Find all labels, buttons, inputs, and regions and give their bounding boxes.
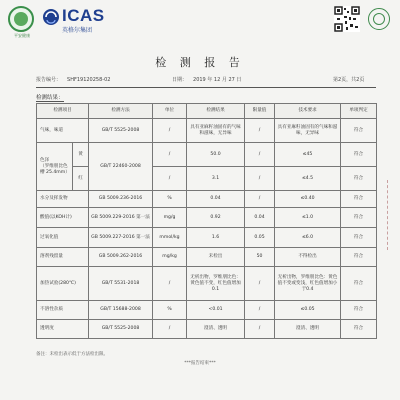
- cell: ≤6.0: [275, 228, 341, 248]
- report-date: 日期： 2019 年 12 月 27 日: [172, 77, 242, 83]
- cell: /: [153, 119, 187, 143]
- cell: 0.92: [187, 208, 245, 228]
- column-header: 检测项目: [37, 104, 89, 119]
- table-row: [37, 119, 377, 143]
- cell: /: [153, 320, 187, 339]
- cell: 过氧化值: [37, 228, 89, 248]
- results-table: [36, 103, 377, 339]
- cell: 水分及挥发物: [37, 191, 89, 208]
- cell: 无析出物，罗维朋比色：黄色值不变或变浅，红色值增加小于0.4: [275, 267, 341, 301]
- table-row: [37, 167, 377, 191]
- cell: ≤0.05: [275, 301, 341, 320]
- table-row: [37, 267, 377, 301]
- cell: 无析出物，罗维朋比色：黄色值不变，红色值增加0.1: [187, 267, 245, 301]
- cell: 符合: [341, 248, 377, 267]
- approval-mark-icon: [368, 8, 390, 30]
- cell: /: [245, 191, 275, 208]
- cell: 不得检出: [275, 248, 341, 267]
- cell: 澄清、透明: [187, 320, 245, 339]
- column-header: 单项判定: [341, 104, 377, 119]
- cell: mg/g: [153, 208, 187, 228]
- column-header: 检测方法: [89, 104, 153, 119]
- cell: GB 5009.229-2016 第一法: [89, 208, 153, 228]
- cell: GB/T 22460-2008: [89, 143, 153, 191]
- table-row: [37, 301, 377, 320]
- cell: 黄: [73, 143, 89, 167]
- cell: GB/T 15688-2008: [89, 301, 153, 320]
- qr-code-icon: [334, 6, 360, 32]
- cell: mmol/kg: [153, 228, 187, 248]
- cell: /: [245, 167, 275, 191]
- brand-subtitle: 英格尔集团: [62, 27, 93, 34]
- cell: 加热试验(280℃): [37, 267, 89, 301]
- cell: /: [245, 119, 275, 143]
- cell: 红: [73, 167, 89, 191]
- cell: /: [153, 267, 187, 301]
- cell: GB/T 5525-2008: [89, 119, 153, 143]
- cell: mg/kg: [153, 248, 187, 267]
- cell: 澄清、透明: [275, 320, 341, 339]
- table-row: [37, 208, 377, 228]
- cell-color-item: 色泽 （罗维朋比色槽 25.4mm）: [37, 143, 73, 191]
- cell: %: [153, 301, 187, 320]
- cell: 未检出: [187, 248, 245, 267]
- cell: /: [245, 320, 275, 339]
- footnote: 备注：未检出表示低于方法检出限。: [36, 352, 108, 357]
- table-row: [37, 248, 377, 267]
- page-info: 第2页，共2页: [333, 77, 365, 83]
- document-title: 检 测 报 告: [155, 56, 245, 69]
- cell: 符合: [341, 267, 377, 301]
- cell: ≤4.5: [275, 167, 341, 191]
- certification-badge-icon: [8, 6, 34, 32]
- cell: /: [245, 267, 275, 301]
- cell: 气味，味道: [37, 119, 89, 143]
- cell: 符合: [341, 208, 377, 228]
- cell: 50: [245, 248, 275, 267]
- cell: 1.6: [187, 228, 245, 248]
- cell: GB/T 5531-2018: [89, 267, 153, 301]
- cell: <0.01: [187, 301, 245, 320]
- cell: ≤45: [275, 143, 341, 167]
- column-header: 限量值: [245, 104, 275, 119]
- cell: 符合: [341, 228, 377, 248]
- cell: GB 5009.262-2016: [89, 248, 153, 267]
- cell: 0.05: [245, 228, 275, 248]
- report-number: 报告编号： SHF19120258-02: [36, 77, 111, 83]
- table-row: [37, 143, 377, 167]
- cell: 符合: [341, 301, 377, 320]
- report-end-marker: ***报告结束***: [184, 361, 216, 366]
- cell: 透明度: [37, 320, 89, 339]
- cell: GB/T 5525-2008: [89, 320, 153, 339]
- column-header: 技术要求: [275, 104, 341, 119]
- badge-text: 平安健康: [14, 33, 30, 38]
- header-divider: [36, 87, 376, 88]
- column-header: 检测结果: [187, 104, 245, 119]
- cell: 溶剂残留量: [37, 248, 89, 267]
- cell: /: [153, 167, 187, 191]
- cell: 符合: [341, 119, 377, 143]
- cell: 酸值(以KOH计): [37, 208, 89, 228]
- brand-name: ICAS: [62, 6, 105, 25]
- perforation-seal-icon: [387, 180, 394, 250]
- cell: 符合: [341, 143, 377, 167]
- cell: /: [245, 301, 275, 320]
- table-header-row: [37, 104, 377, 119]
- cell: /: [245, 143, 275, 167]
- cell: 3.1: [187, 167, 245, 191]
- cell: ≤0.40: [275, 191, 341, 208]
- section-title: 检测结果：: [36, 95, 64, 101]
- cell: 符合: [341, 167, 377, 191]
- table-row: [37, 228, 377, 248]
- cell: 0.04: [245, 208, 275, 228]
- icas-logo-icon: [42, 8, 60, 26]
- cell: 不溶性杂质: [37, 301, 89, 320]
- cell: 具有亚麻籽油固有的气味和滋味，无异味: [275, 119, 341, 143]
- cell: ≤1.0: [275, 208, 341, 228]
- column-header: 单位: [153, 104, 187, 119]
- cell: GB 5009.236-2016: [89, 191, 153, 208]
- cell: GB 5009.227-2016 第一法: [89, 228, 153, 248]
- table-row: [37, 320, 377, 339]
- cell: 符合: [341, 320, 377, 339]
- table-row: [37, 191, 377, 208]
- cell: %: [153, 191, 187, 208]
- cell: 0.04: [187, 191, 245, 208]
- cell: /: [153, 143, 187, 167]
- cell: 具有亚麻籽油固有的气味和滋味，无异味: [187, 119, 245, 143]
- cell: 50.0: [187, 143, 245, 167]
- cell: 符合: [341, 191, 377, 208]
